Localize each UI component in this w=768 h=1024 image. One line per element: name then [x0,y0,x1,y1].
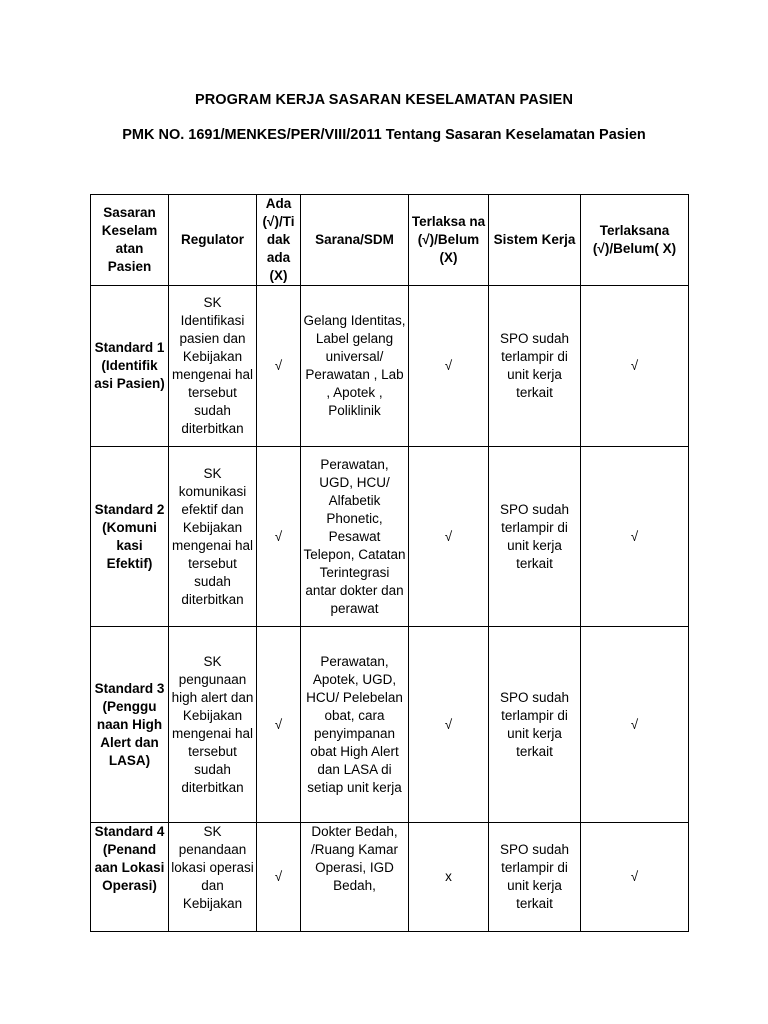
table-header-row [91,195,689,286]
cell-terlaksana-2: √ [581,627,689,823]
header-sasaran: Sasaran Keselam atan Pasien [91,195,169,286]
cell-terlaksana-2: √ [581,286,689,447]
cell-sistem-kerja: SPO sudah terlampir di unit kerja terkait [489,823,581,932]
cell-sasaran: Standard 4 (Penand aan Lokasi Operasi) [91,823,169,932]
cell-terlaksana-1: √ [409,627,489,823]
header-regulator: Regulator [169,195,257,286]
header-terlaksana-1: Terlaksa na (√)/Belum (X) [409,195,489,286]
cell-regulator: SK pengunaan high alert dan Kebijakan mengenai hal tersebut sudah diterbitkan [169,627,257,823]
safety-program-table [90,194,689,932]
header-sarana: Sarana/SDM [301,195,409,286]
cell-terlaksana-1: x [409,823,489,932]
cell-ada: √ [257,286,301,447]
cell-sasaran: Standard 3 (Penggu naan High Alert dan LASA) [91,627,169,823]
cell-sistem-kerja: SPO sudah terlampir di unit kerja terkait [489,627,581,823]
cell-regulator: SK Identifikasi pasien dan Kebijakan mengenai hal tersebut sudah diterbitkan [169,286,257,447]
cell-sistem-kerja: SPO sudah terlampir di unit kerja terkait [489,447,581,627]
header-sistem-kerja: Sistem Kerja [489,195,581,286]
cell-terlaksana-1: √ [409,447,489,627]
table-row [91,447,689,627]
cell-sarana: Perawatan, Apotek, UGD, HCU/ Pelebelan obat, cara penyimpanan obat High Alert dan LASA di setiap unit kerja [301,627,409,823]
cell-sarana: Dokter Bedah, /Ruang Kamar Operasi, IGD Bedah, [301,823,409,932]
cell-ada: √ [257,627,301,823]
header-terlaksana-2: Terlaksana (√)/Belum( X) [581,195,689,286]
cell-sistem-kerja: SPO sudah terlampir di unit kerja terkait [489,286,581,447]
cell-sarana: Perawatan, UGD, HCU/ Alfabetik Phonetic, Pesawat Telepon, Catatan Terintegrasi antar dokter dan perawat [301,447,409,627]
table-row [91,823,689,932]
cell-sasaran: Standard 2 (Komuni kasi Efektif) [91,447,169,627]
header-ada: Ada (√)/Ti dak ada (X) [257,195,301,286]
cell-regulator: SK penandaan lokasi operasi dan Kebijakan [169,823,257,932]
table-row [91,627,689,823]
cell-terlaksana-1: √ [409,286,489,447]
document-subtitle: PMK NO. 1691/MENKES/PER/VIII/2011 Tentang Sasaran Keselamatan Pasien [122,127,646,143]
cell-sasaran: Standard 1 (Identifik asi Pasien) [91,286,169,447]
cell-terlaksana-2: √ [581,823,689,932]
cell-terlaksana-2: √ [581,447,689,627]
cell-ada: √ [257,823,301,932]
table-row [91,286,689,447]
document-title: PROGRAM KERJA SASARAN KESELAMATAN PASIEN [194,92,574,108]
cell-regulator: SK komunikasi efektif dan Kebijakan mengenai hal tersebut sudah diterbitkan [169,447,257,627]
cell-ada: √ [257,447,301,627]
cell-sarana: Gelang Identitas, Label gelang universal/ Perawatan , Lab , Apotek , Poliklinik [301,286,409,447]
